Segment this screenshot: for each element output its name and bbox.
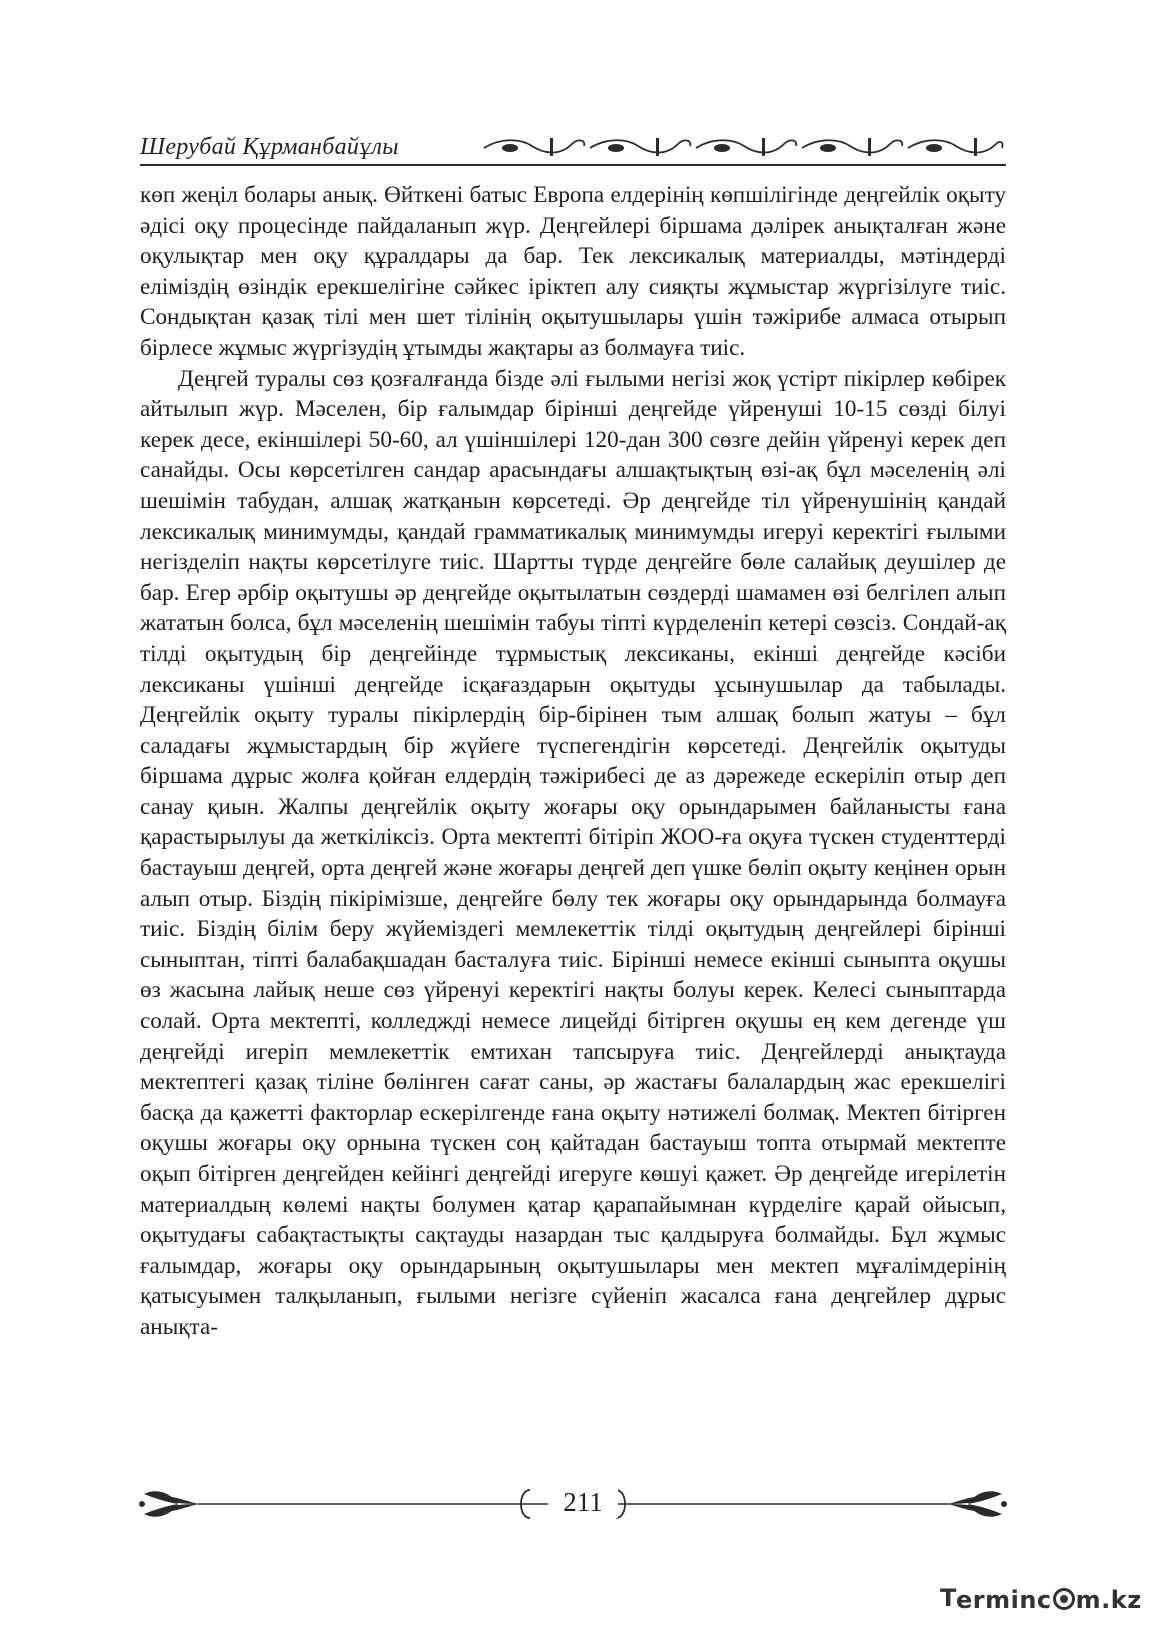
header-author: Шерубай Құрманбайұлы — [140, 134, 399, 160]
site-watermark — [940, 1582, 1140, 1622]
paragraph-1: көп жеңіл болары анық. Өйткені батыс Европа елдерінің көпшілігінде деңгейлік оқыту әдісі оқу процесінде пайдаланып жүр. Деңгейлері біршама дәлірек анықталған және оқулықтар мен оқу құралдары да бар. Тек лексикалық материалды, мәтіндерді еліміздің өзіндік ерекшелігіне сәйкес іріктеп алу сияқты жұмыстар жүргізілуге тиіс. Сондықтан қазақ тілі мен шет тілінің оқытушылары үшін тәжірибе алмаса отырып бірлесе жұмыс жүргізудің ұтымды жақтары аз болмауға тиіс. — [140, 182, 1006, 361]
leaf-sprig-ornament-left-icon — [138, 1484, 202, 1524]
page-footer — [138, 1484, 1008, 1524]
watermark-text — [956, 1586, 1142, 1614]
paragraph-2: Деңгей туралы сөз қозғалғанда бізде әлі ғылыми негізі жоқ үстірт пікірлер көбірек айтылып жүр. Мәселен, бір ғалымдар бірінші деңгейде үйренуші 10-15 сөзді білуі керек десе, екіншілері 50-60, ал үшіншілері 120-дан 300 сөзге дейін үйренуі керек деп санайды. Осы көрсетілген сандар арасындағы алшақтықтың өзі-ақ бұл мәселенің әлі шешімін табудан, алшақ жатқанын көрсетеді. Әр деңгейде тіл үйренушінің қандай лексикалық минимумды, қандай грамматикалық минимумды игеруі керектігі ғылыми негізделіп нақты көрсетілуге тиіс. Шартты түрде деңгейге бөле салайық деушілер де бар. Егер әрбір оқытушы әр деңгейде оқытылатын сөздерді шамамен өзі белгілеп алып жататын болса, бұл мәселенің шешімін табуы тіпті күрделеніп кетері сөзсіз. Сондай-ақ тілді оқытудың бір деңгейінде тұрмыстық лексиканы, екінші деңгейде кәсіби лексиканы үшінші деңгейде ісқағаздарын оқытуды ұсынушылар да табылады. Деңгейлік оқыту туралы пікірлердің бір-бірінен тым алшақ болып жатуы – бұл саладағы жұмыстардың бір жүйеге түспегендігін көрсетеді. Деңгейлік оқытуды біршама дұрыс жолға қойған елдердің тәжірибесі де аз дәрежеде ескеріліп отыр деп санау қиын. Жалпы деңгейлік оқыту жоғары оқу орындарымен байланысты ғана қарастырылуы да жеткіліксіз. Орта мектепті бітіріп ЖОО-ға оқуға түскен студенттерді бастауыш деңгей, орта деңгей және жоғары деңгей деп үшке бөліп оқыту кеңінен орын алып отыр. Біздің пікірімізше, деңгейге бөлу тек жоғары оқу орындарында болмауға тиіс. Біздің білім беру жүйеміздегі мемлекеттік тілді оқытудың деңгейлері бірінші сыныптан, тіпті балабақшадан басталуға тиіс. Бірінші немесе екінші сыныпта оқушы өз жасына лайық неше сөз үйренуі керектігі нақты болуы керек. Келесі сыныптарда солай. Орта мектепті, колледжді немесе лицейді бітірген оқушы ең кем дегенде үш деңгейді игеріп мемлекеттік емтихан тапсыруға тиіс. Деңгейлерді анықтауда мектептегі қазақ тіліне бөлінген сағат саны, әр жастағы балалардың жас ерекшелігі басқа да қажетті факторлар ескерілгенде ғана оқыту нәтижелі болмақ. Мектеп бітірген оқушы жоғары оқу орнына түскен соң қайтадан бастауыш топта отырмай мектепте оқып бітірген деңгейден кейінгі деңгейді игеруге көшуі қажет. Әр деңгейде игерілетін материалдың көлемі нақты болумен қатар қарапайымнан күрделіге қарай ойысып, оқытудағы сабақтастықты сақтауды назардан тыс қалдыруға болмайды. Бұл жұмыс ғалымдар, жоғары оқу орындарының оқытушылары мен мектеп мұғалімдерінің қатысуымен талқыланып, ғылыми негізге сүйеніп жасалса ғана деңгейлер дұрыс анықта- — [140, 365, 1006, 1340]
running-header — [140, 128, 1006, 174]
body-text — [140, 180, 1006, 1343]
page-number: 211 — [548, 1487, 618, 1518]
watermark-initial: T — [940, 1584, 957, 1612]
watermark-text-pre: erminc — [956, 1586, 1052, 1614]
target-o-icon — [1053, 1588, 1075, 1610]
watermark-text-post: m.kz — [1075, 1586, 1142, 1614]
leaf-sprig-ornament-right-icon — [944, 1484, 1008, 1524]
header-rule — [140, 164, 1006, 166]
scroll-vine-ornament-icon — [480, 132, 1006, 162]
